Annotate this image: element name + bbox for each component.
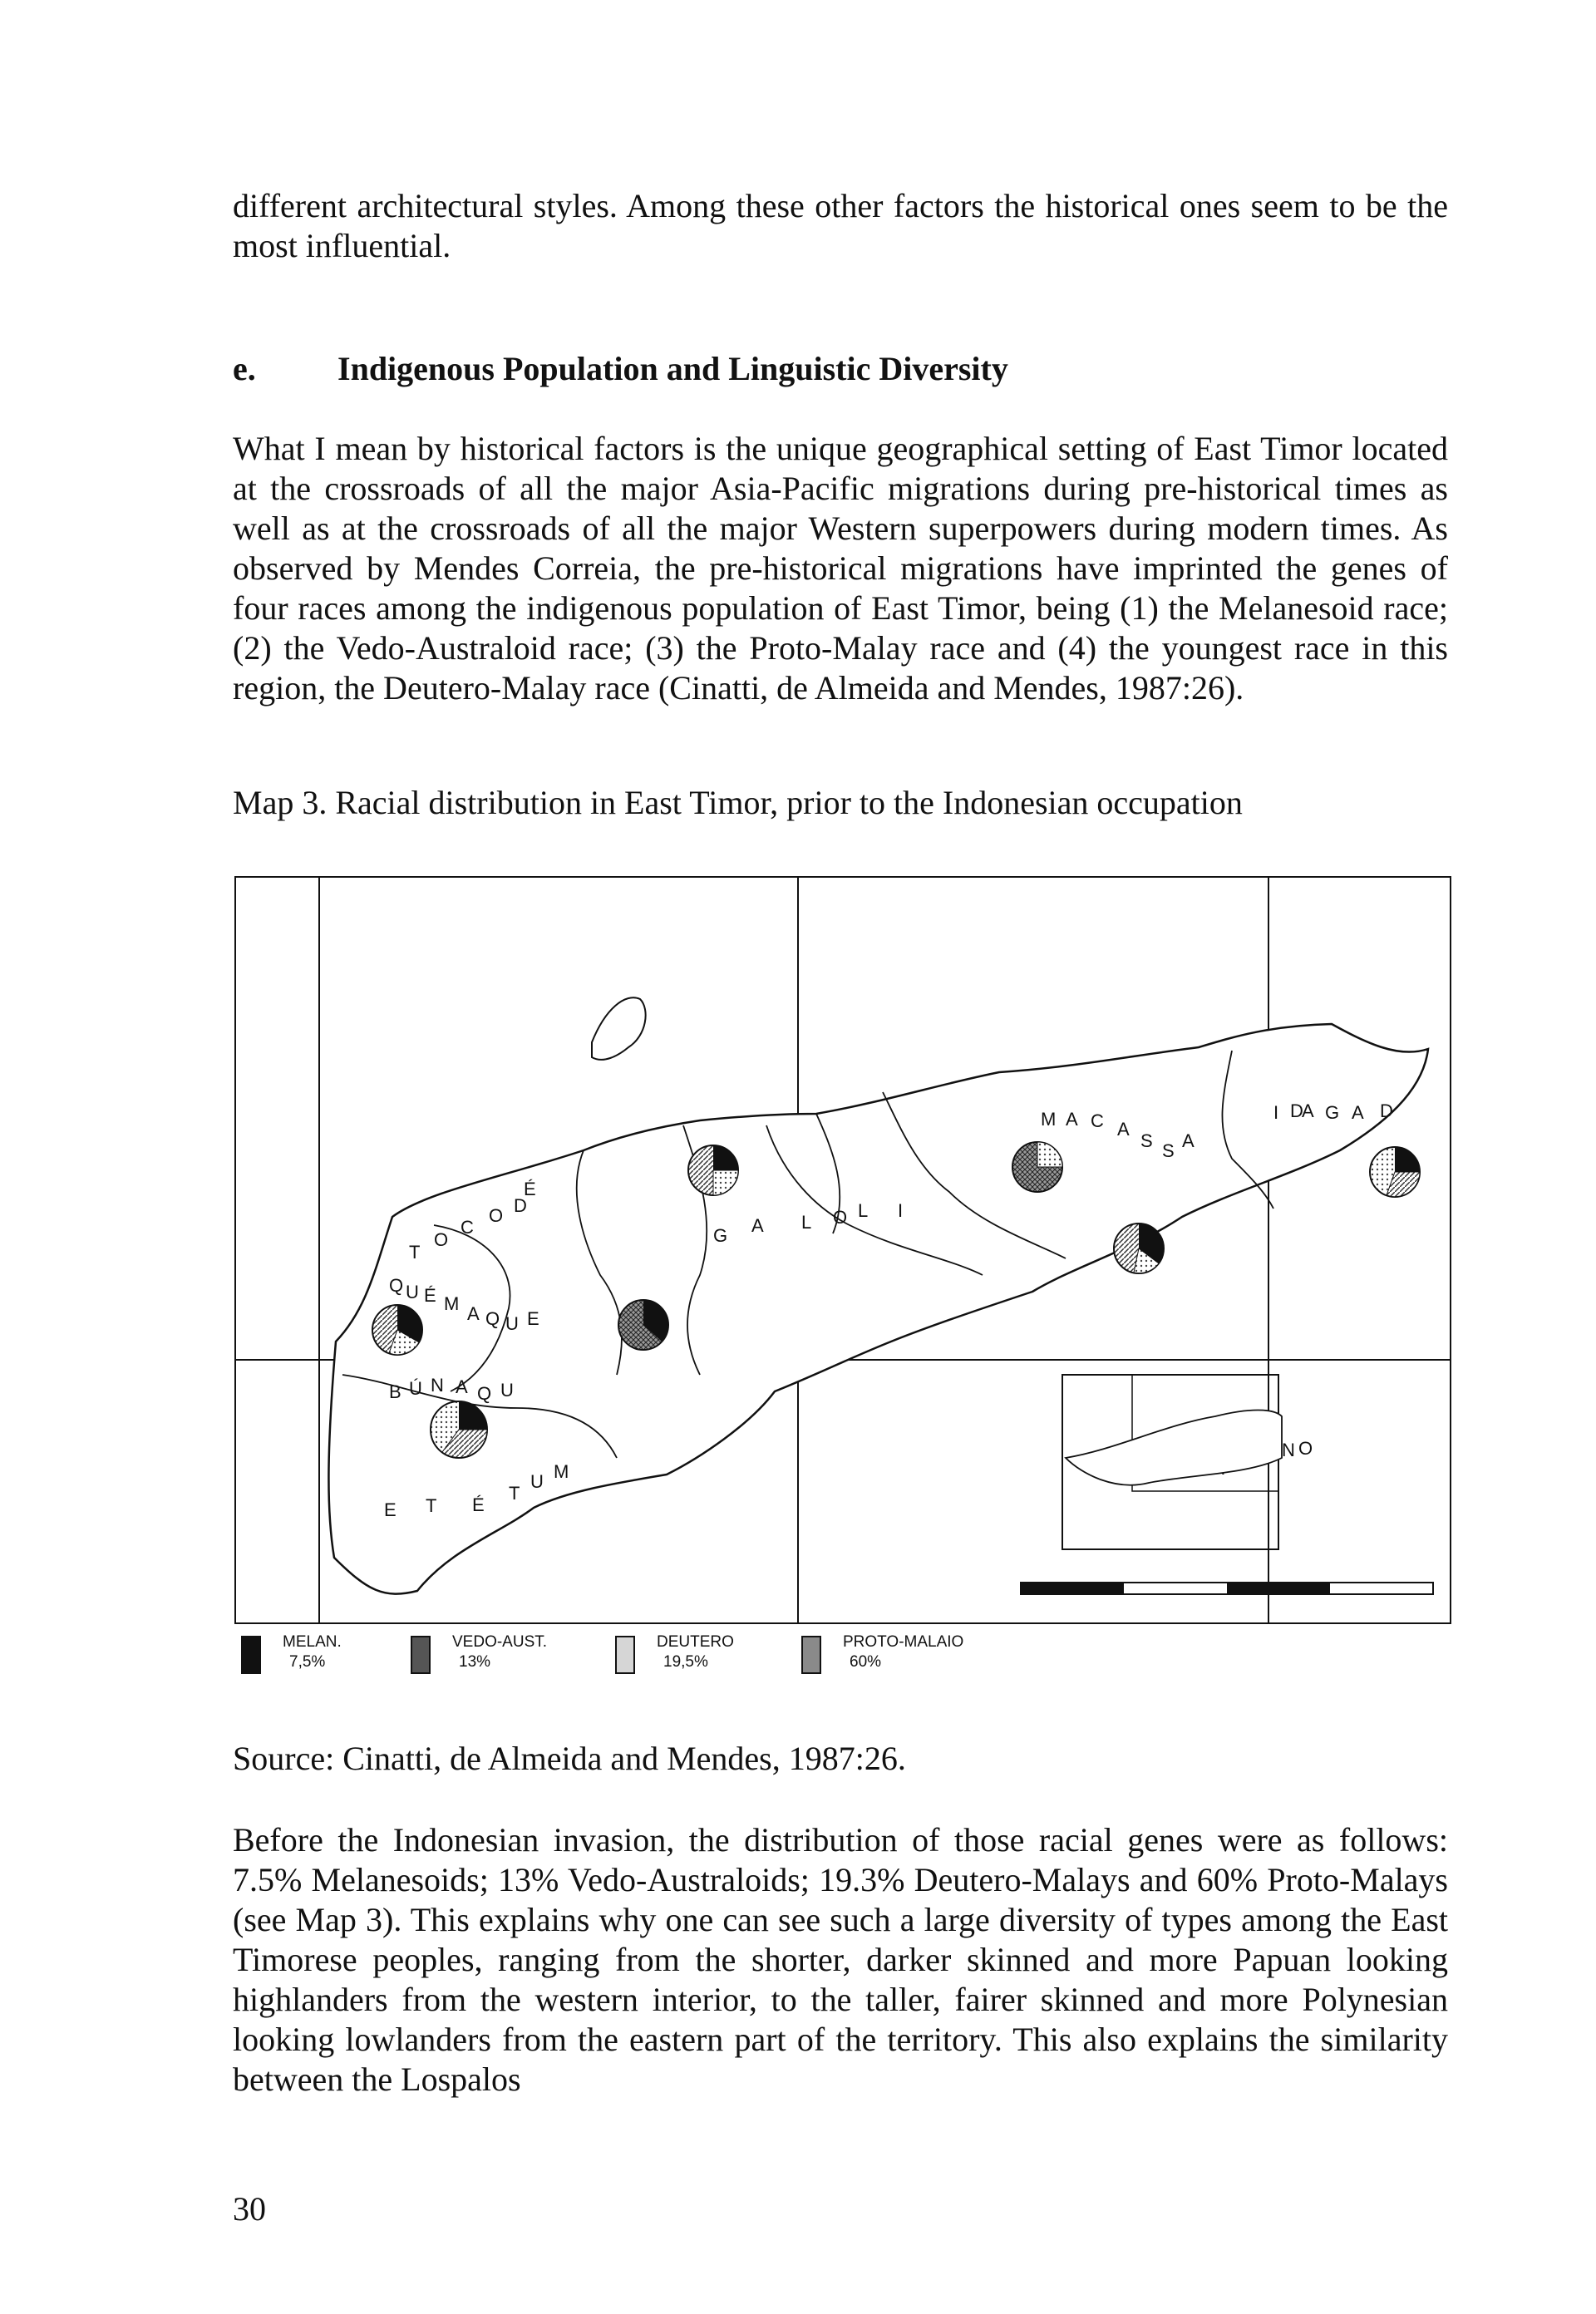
region-letter: S xyxy=(1162,1140,1175,1161)
region-letter: A xyxy=(1302,1100,1314,1121)
region-letter: C xyxy=(461,1217,474,1238)
pie-chart xyxy=(1114,1223,1164,1273)
region-letter: G xyxy=(713,1225,728,1246)
legend-swatch xyxy=(801,1636,821,1674)
pie-chart xyxy=(431,1401,487,1458)
region-letter: A xyxy=(456,1376,468,1397)
map-legend xyxy=(241,1632,1155,1691)
region-letter: A xyxy=(751,1215,764,1236)
region-letter: U xyxy=(530,1471,544,1492)
region-letter: A xyxy=(1182,1130,1195,1151)
region-letter: E xyxy=(384,1499,397,1520)
legend-percent: 19,5% xyxy=(663,1653,708,1671)
pie-chart xyxy=(688,1145,738,1195)
section-heading xyxy=(233,349,1008,388)
pie-chart xyxy=(372,1305,422,1355)
region-letter: O xyxy=(1298,1438,1313,1459)
region-letter: M xyxy=(1041,1109,1057,1130)
region-letter: S xyxy=(1140,1130,1153,1151)
region-letter: L xyxy=(858,1200,869,1221)
legend-swatch xyxy=(615,1636,635,1674)
region-letter: M xyxy=(444,1293,460,1314)
region-letter: Q xyxy=(389,1275,404,1296)
scale-bar-segment xyxy=(1227,1583,1330,1594)
region-letter: C xyxy=(1091,1110,1104,1131)
racial-distribution-map xyxy=(234,876,1451,1624)
legend-swatch xyxy=(241,1636,261,1674)
legend-label: MELAN. xyxy=(283,1633,342,1651)
region-letter: U xyxy=(500,1380,514,1401)
region-letter: A xyxy=(1117,1119,1130,1140)
region-letter: U xyxy=(505,1313,519,1334)
legend-swatch xyxy=(411,1636,431,1674)
region-letter: D xyxy=(514,1195,527,1216)
region-letter: D xyxy=(1290,1100,1303,1121)
legend-percent: 7,5% xyxy=(289,1653,326,1671)
region-letter: O xyxy=(434,1229,449,1250)
region-letter: É xyxy=(524,1179,536,1199)
paragraph-main: What I mean by historical factors is the unique geographical setting of East Timor located at the crossroads of all the major Asia-Pacific migrations during pre-historical times as well as at the crossroads of all the major Western superpowers during modern times. As observed by Mendes Correia, the pre-historical migrations have imprinted the genes of four races among the indigenous population of East Timor, being (1) the Melanesoid race; (2) the Vedo-Australoid race; (3) the Proto-Malay race and (4) the youngest race in this region, the Deutero-Malay race (Cinatti, de Almeida and Mendes, 1987:26). xyxy=(233,430,1448,707)
pie-chart xyxy=(1370,1147,1420,1197)
region-letter: N xyxy=(431,1375,444,1396)
scale-bar-segment xyxy=(1021,1583,1124,1594)
region-letter: A xyxy=(1066,1109,1078,1130)
legend-label: PROTO-MALAIO xyxy=(843,1633,964,1651)
oecussi-outline xyxy=(1066,1411,1282,1485)
region-letter: D xyxy=(1380,1100,1393,1121)
region-letter: O xyxy=(833,1207,848,1228)
legend-percent: 13% xyxy=(459,1653,491,1671)
region-letter: E xyxy=(527,1308,539,1329)
legend-label: VEDO-AUST. xyxy=(452,1633,548,1651)
region-letter: T xyxy=(509,1483,520,1504)
region-letter: O xyxy=(489,1205,504,1226)
region-letter: G xyxy=(1325,1102,1340,1123)
region-letter: Q xyxy=(485,1308,500,1329)
region-letter: N xyxy=(1282,1440,1295,1460)
region-letter: L xyxy=(801,1212,812,1233)
region-letter: É xyxy=(472,1494,485,1515)
region-letter: A xyxy=(1352,1102,1364,1123)
region-letter: T xyxy=(409,1242,421,1263)
map-source: Source: Cinatti, de Almeida and Mendes, 1987:26. xyxy=(233,1740,906,1777)
paragraph-bottom: Before the Indonesian invasion, the distribution of those racial genes were as follows: 7.5% Melanesoids; 13% Vedo-Australoids; 19.3% Deutero-Malays and 60% Proto-Malays (see Map 3). This explains why one can see such a large diversity of types among the East Timorese peoples, ranging from the shorter, darker skinned and more Papuan looking highlanders from the western interior, to the taller, fairer skinned and more Polynesian looking lowlanders from the eastern part of the territory. This also explains the similarity between the Lospalos xyxy=(233,1821,1448,2098)
page-number: 30 xyxy=(233,2190,266,2228)
region-letter: I xyxy=(898,1200,904,1221)
region-letter: I xyxy=(1273,1102,1279,1123)
legend-percent: 60% xyxy=(850,1653,882,1671)
map-caption: Map 3. Racial distribution in East Timor, prior to the Indonesian occupation xyxy=(233,784,1243,821)
region-letter: É xyxy=(424,1285,436,1306)
section-number: e. xyxy=(233,350,256,387)
pie-chart xyxy=(1012,1142,1062,1192)
region-letter: T xyxy=(426,1495,437,1516)
paragraph-intro: different architectural styles. Among these other factors the historical ones seem to be the most influential. xyxy=(233,187,1448,264)
pie-chart xyxy=(618,1300,668,1350)
region-letter: Ú xyxy=(409,1378,422,1399)
atauro-island xyxy=(592,997,646,1060)
region-letter: A xyxy=(467,1303,480,1324)
region-letter: Q xyxy=(477,1383,492,1404)
region-letter: U xyxy=(406,1282,419,1302)
section-title: Indigenous Population and Linguistic Diversity xyxy=(337,350,1008,387)
region-letter: B xyxy=(389,1381,401,1402)
region-letter: M xyxy=(554,1461,569,1482)
legend-label: DEUTERO xyxy=(657,1633,734,1651)
